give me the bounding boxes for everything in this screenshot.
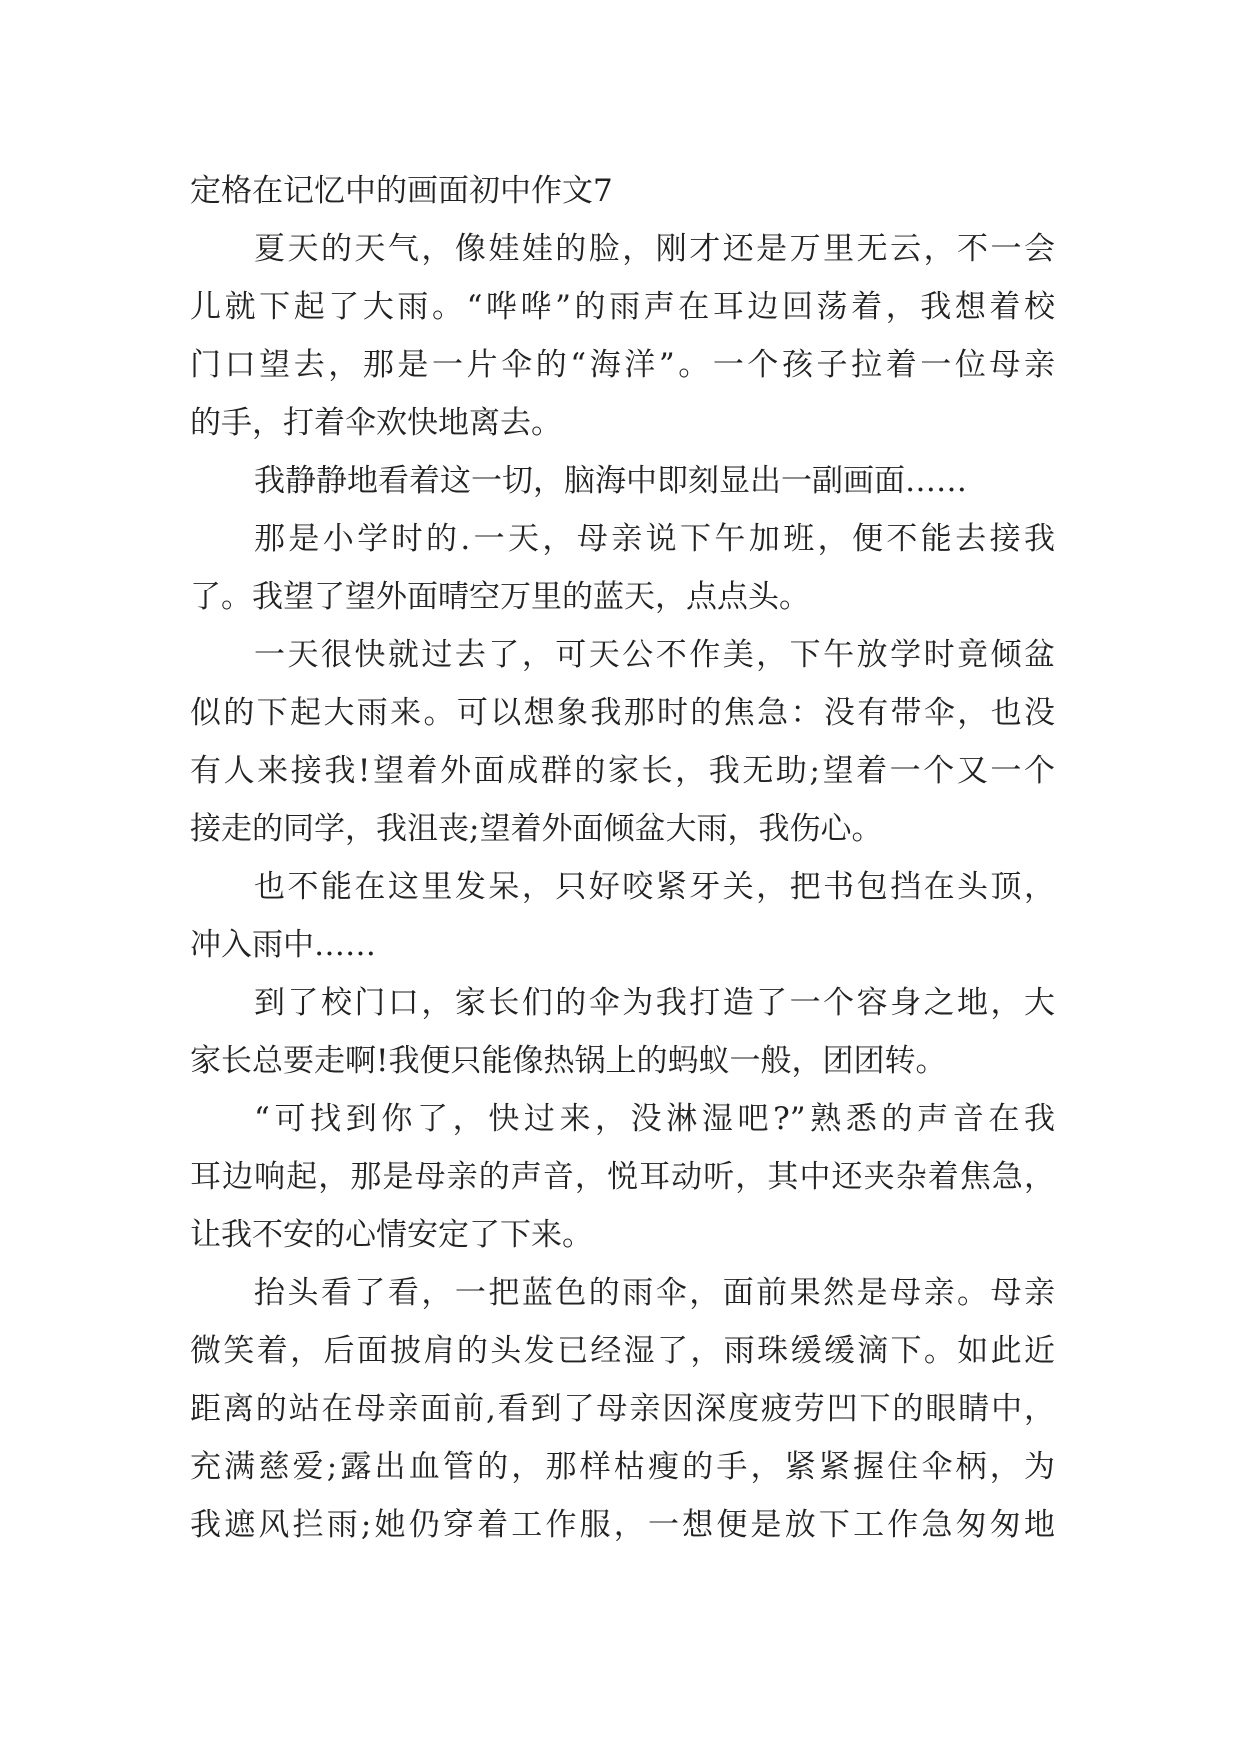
paragraph-1 bbox=[190, 220, 1055, 452]
text-line: 让我不安的心情安定了下来。 bbox=[190, 1217, 593, 1253]
text-line: 到了校门口，家长们的伞为我打造了一个容身之地，大 bbox=[254, 985, 1055, 1021]
text-line: 门口望去，那是一片伞的“海洋”。一个孩子拉着一位母亲 bbox=[190, 347, 1055, 383]
text-line: 一天很快就过去了，可天公不作美，下午放学时竟倾盆 bbox=[254, 637, 1055, 673]
paragraph-3 bbox=[190, 510, 1055, 626]
paragraph-4 bbox=[190, 626, 1055, 858]
paragraph-5 bbox=[190, 858, 1055, 974]
text-line: 微笑着，后面披肩的头发已经湿了，雨珠缓缓滴下。如此近 bbox=[190, 1333, 1055, 1369]
text-line: 儿就下起了大雨。“哗哗”的雨声在耳边回荡着，我想着校 bbox=[190, 289, 1055, 325]
text-line: 接走的同学，我沮丧;望着外面倾盆大雨，我伤心。 bbox=[190, 811, 883, 847]
document-body bbox=[190, 162, 1055, 1554]
text-line: 冲入雨中…… bbox=[190, 927, 376, 963]
text-line: 我静静地看着这一切，脑海中即刻显出一副画面…… bbox=[254, 463, 967, 499]
paragraph-6 bbox=[190, 974, 1055, 1090]
text-line: 距离的站在母亲面前,看到了母亲因深度疲劳凹下的眼睛中， bbox=[190, 1391, 1055, 1427]
document-title: 定格在记忆中的画面初中作文7 bbox=[190, 173, 613, 209]
text-line: 似的下起大雨来。可以想象我那时的焦急：没有带伞，也没 bbox=[190, 695, 1055, 731]
text-line: 也不能在这里发呆，只好咬紧牙关，把书包挡在头顶， bbox=[254, 869, 1055, 905]
text-line: 我遮风拦雨;她仍穿着工作服，一想便是放下工作急匆匆地 bbox=[190, 1507, 1055, 1543]
text-line: 充满慈爱;露出血管的，那样枯瘦的手，紧紧握住伞柄，为 bbox=[190, 1449, 1055, 1485]
text-line: 抬头看了看，一把蓝色的雨伞，面前果然是母亲。母亲 bbox=[254, 1275, 1055, 1311]
paragraph-2 bbox=[190, 452, 1055, 510]
text-line: 有人来接我!望着外面成群的家长，我无助;望着一个又一个 bbox=[190, 753, 1055, 789]
text-line: 耳边响起，那是母亲的声音，悦耳动听，其中还夹杂着焦急， bbox=[190, 1159, 1055, 1195]
text-line: 的手，打着伞欢快地离去。 bbox=[190, 405, 562, 441]
text-line: 了。我望了望外面晴空万里的蓝天，点点头。 bbox=[190, 579, 810, 615]
text-line: 家长总要走啊!我便只能像热锅上的蚂蚁一般，团团转。 bbox=[190, 1043, 947, 1079]
text-line: 那是小学时的.一天，母亲说下午加班，便不能去接我 bbox=[254, 521, 1055, 557]
text-line: “可找到你了，快过来，没淋湿吧?”熟悉的声音在我 bbox=[254, 1101, 1055, 1137]
text-line: 夏天的天气，像娃娃的脸，刚才还是万里无云，不一会 bbox=[254, 231, 1055, 267]
paragraph-8 bbox=[190, 1264, 1055, 1554]
paragraph-7 bbox=[190, 1090, 1055, 1264]
